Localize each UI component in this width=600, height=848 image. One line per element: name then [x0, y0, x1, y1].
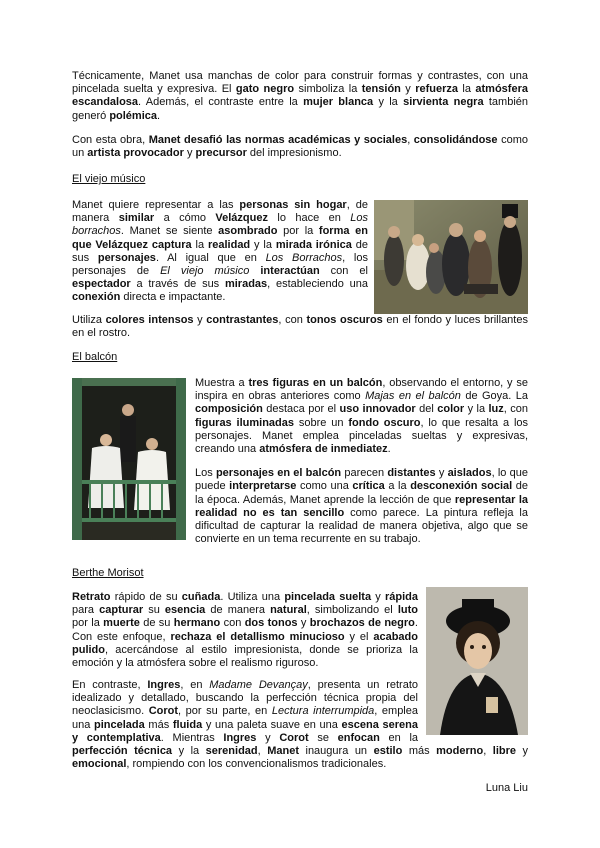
text-run: . Mientras [160, 731, 224, 744]
text-run: como un [72, 133, 528, 160]
text-run: y una paleta suave en una [202, 718, 342, 731]
text-run: de sus [72, 238, 369, 264]
text-run: . Al igual que en [155, 251, 266, 264]
text-run: , en [180, 679, 210, 691]
text-run: natural [270, 604, 307, 617]
text-run: por la [72, 617, 104, 630]
text-run: y [193, 314, 207, 326]
text-run: pincelada suelta [284, 591, 372, 603]
text-run: uso innovador [339, 403, 416, 416]
text-run: en el fondo y luces brillantes en el rostro. [72, 314, 528, 340]
text-run: luz [488, 403, 504, 416]
text-run: lo hace en [267, 212, 351, 225]
text-run: Manet desafió las normas académicas y sociales [148, 133, 408, 146]
text-run: moderno [436, 745, 484, 758]
text-run: Los borrachos [72, 212, 368, 238]
text-run: , emplea una [72, 705, 418, 731]
text-run: por la [277, 225, 319, 238]
text-run: mirada irónica [275, 238, 352, 251]
text-run: tres figuras en un balcón [248, 377, 383, 389]
text-run: distantes [387, 467, 436, 480]
text-run: con [220, 617, 245, 630]
text-run: hermano [173, 617, 221, 630]
text-run: atmósfera de inmediatez [259, 443, 388, 456]
text-run: como una [296, 480, 353, 493]
text-run: escena serena y contemplativa [72, 718, 418, 744]
text-run: Lectura interrumpida [271, 705, 375, 718]
text-run: tensión [361, 83, 401, 96]
text-run: de Goya. La [460, 390, 528, 403]
text-run: Corot [279, 731, 309, 744]
intro-paragraph-1 [72, 70, 528, 123]
text-run: serenidad [205, 745, 258, 758]
text-run: , con [278, 314, 307, 326]
text-run: la [191, 238, 208, 251]
text-run: , estableciendo una [267, 278, 368, 291]
text-run: y [371, 591, 385, 603]
text-run: capturar [99, 604, 144, 617]
text-run: dos tonos [244, 617, 298, 630]
text-run: Velázquez [215, 212, 268, 225]
text-run: similar [118, 212, 155, 225]
text-run: del impresionismo. [246, 147, 342, 160]
text-run: asombrado [218, 225, 278, 238]
text-run: como parece. La pintura refleja la dificultad de capturar la realidad de manera objetiva, algo que se convierte en un tema recurrente en su trabajo. [195, 506, 528, 546]
text-run: . [157, 109, 161, 122]
text-run: , simbolizando el [306, 604, 398, 617]
text-run: y [435, 467, 448, 480]
text-run: sobre un [294, 416, 349, 429]
text-run: gato negro [235, 83, 295, 96]
text-run: directa e impactante. [120, 291, 226, 304]
text-run: atmósfera escandalosa [72, 83, 528, 109]
text-run: brochazos de negro [309, 617, 415, 630]
text-run: parecen [341, 467, 388, 480]
text-run: luto [397, 604, 418, 617]
text-run: y [297, 617, 310, 630]
text-run: . Con este enfoque, [72, 617, 418, 643]
text-run: para [72, 604, 100, 617]
text-run: fondo oscuro [348, 416, 421, 429]
text-run: . [387, 443, 391, 456]
text-run: En contraste, [72, 679, 148, 691]
text-run: , los personajes de [72, 251, 368, 278]
text-run: y el [344, 630, 374, 643]
text-run: y [183, 147, 196, 160]
text-run: tonos oscuros [306, 314, 383, 326]
text-run: interpretarse [229, 480, 297, 493]
text-run: y la [373, 96, 404, 109]
text-run: en la [379, 731, 419, 744]
text-run: conexión [72, 291, 121, 304]
text-run: y la [464, 403, 489, 416]
text-run: Manet [267, 745, 299, 758]
text-run: simboliza la [294, 83, 362, 96]
text-run: a la [384, 480, 411, 493]
text-run: y [516, 745, 529, 758]
text-run: emocional [72, 758, 127, 771]
text-run: y la [250, 238, 276, 251]
musico-paragraph-1 [72, 199, 368, 305]
text-run: , lo que puede [195, 467, 528, 493]
text-run: , acercándose al estilo impresionista, donde se prioriza la emoción y la atmósfera sobre el realismo riguroso. [72, 643, 418, 670]
text-run: Majas en el balcón [365, 390, 461, 403]
text-run: mujer blanca [303, 96, 374, 109]
text-run: crítica [352, 480, 385, 493]
text-run: rápido de su [110, 591, 182, 603]
text-run: y [256, 731, 280, 744]
text-run: Los Borrachos [265, 251, 343, 264]
text-run: interactúan [260, 265, 320, 278]
balcon-paragraph-1 [195, 377, 528, 456]
text-run: Retrato [72, 591, 111, 603]
text-run: se [308, 731, 338, 744]
text-run: consolidándose [413, 133, 498, 146]
text-run: fluida [172, 718, 203, 731]
text-run: , presenta un retrato idealizado y detallado, buscando la perfección técnica propia del neoclasicismo. [72, 679, 418, 718]
text-run: , [407, 133, 414, 146]
text-run: desconexión social [410, 480, 513, 493]
text-run: Utiliza [72, 314, 106, 326]
morisot-paragraph-1 [72, 591, 418, 670]
text-run: forma en que Velázquez captura [72, 225, 368, 251]
text-run: personas sin hogar [239, 199, 347, 211]
text-run: precursor [195, 147, 247, 160]
text-run: muerte [103, 617, 140, 630]
text-run: , rompiendo con los convencionalismos tradicionales. [126, 758, 387, 771]
text-run: , [257, 745, 268, 758]
text-run: con el [319, 265, 368, 278]
text-run: Ingres [147, 679, 181, 691]
text-run: artista provocador [87, 147, 184, 160]
text-run: , observando el entorno, y se inspira en obras anteriores como [195, 377, 528, 403]
text-run: . Además, el contraste entre la [138, 96, 304, 109]
text-run: , [483, 745, 493, 758]
heading-viejo-musico: El viejo músico [72, 173, 146, 185]
text-run: , de manera [72, 199, 368, 225]
text-run: personajes en el balcón [215, 467, 342, 480]
text-run: , lo que resalta a los personajes. Manet emplea pinceladas sueltas y expresivas, creando una [195, 416, 529, 456]
text-run: figuras iluminadas [195, 416, 295, 429]
text-run: rápida [384, 591, 418, 603]
text-run: contrastantes [206, 314, 279, 326]
text-run: Manet quiere representar a las [72, 199, 240, 211]
text-run: , por su parte, en [178, 705, 272, 718]
text-run: la [458, 83, 476, 96]
text-run: de manera [205, 604, 271, 617]
text-run: y [400, 83, 416, 96]
text-run: miradas [224, 278, 268, 291]
text-run: . Manet se siente [120, 225, 219, 238]
text-run: del [415, 403, 438, 416]
text-run: polémica [109, 109, 157, 122]
text-run: a cómo [154, 212, 216, 225]
text-run: Ingres [223, 731, 257, 744]
text-run: enfocan [337, 731, 380, 744]
text-run: estilo [373, 745, 403, 758]
text-run: realidad [207, 238, 251, 251]
heading-balcon: El balcón [72, 351, 118, 363]
text-run: sirvienta negra [403, 96, 484, 109]
heading-berthe-morisot: Berthe Morisot [72, 567, 144, 579]
text-run: inaugura un [298, 745, 374, 758]
text-run: . Utiliza una [220, 591, 285, 603]
balcon-paragraph-2 [195, 467, 528, 546]
text-run: aislados [447, 467, 492, 480]
author-name: Luna Liu [485, 782, 528, 794]
image-spacer [418, 679, 528, 733]
text-run: espectador [72, 278, 131, 291]
text-run: refuerza [415, 83, 459, 96]
text-run: perfección técnica [72, 745, 173, 758]
text-run: representar la realidad no es tan sencillo [195, 493, 528, 519]
text-run: color [437, 403, 465, 416]
text-run [249, 265, 260, 277]
text-run: su [143, 604, 165, 617]
text-run: a través de sus [130, 278, 225, 291]
text-run: pincelada [94, 718, 145, 731]
morisot-paragraph-2 [72, 679, 528, 771]
painting-balcon [72, 378, 186, 540]
text-run: destaca por el [262, 403, 340, 416]
text-run: El viejo músico [160, 265, 250, 278]
text-run: Los [195, 467, 216, 480]
painting-viejo-musico [374, 200, 528, 314]
text-run: Muestra a [195, 377, 249, 389]
musico-paragraph-2 [72, 314, 528, 340]
text-run: de la época. Además, Manet aprende la lección de que [195, 480, 528, 506]
text-run: acabado pulido [72, 630, 418, 656]
text-run: más [402, 745, 437, 758]
text-run: y la [172, 745, 206, 758]
intro-paragraph-2 [72, 134, 528, 160]
text-run: Con esta obra, [72, 133, 149, 146]
text-run: de su [139, 617, 174, 630]
text-run: Madame Devançay [209, 679, 308, 691]
text-run: rechaza el detallismo minucioso [170, 630, 345, 643]
text-run: libre [492, 745, 516, 758]
text-run: Técnicamente, Manet usa manchas de color para construir formas y contrastes, con una pincelada suelta y expresiva. El [72, 70, 528, 96]
text-run: cuñada [181, 591, 221, 603]
text-run: más [144, 718, 173, 731]
text-run: Corot [148, 705, 179, 718]
text-run: personajes [97, 251, 156, 264]
text-run: composición [195, 403, 263, 416]
text-run: esencia [164, 604, 206, 617]
text-run: colores intensos [105, 314, 194, 326]
text-run: , con [503, 403, 528, 416]
text-run: también generó [72, 96, 528, 122]
